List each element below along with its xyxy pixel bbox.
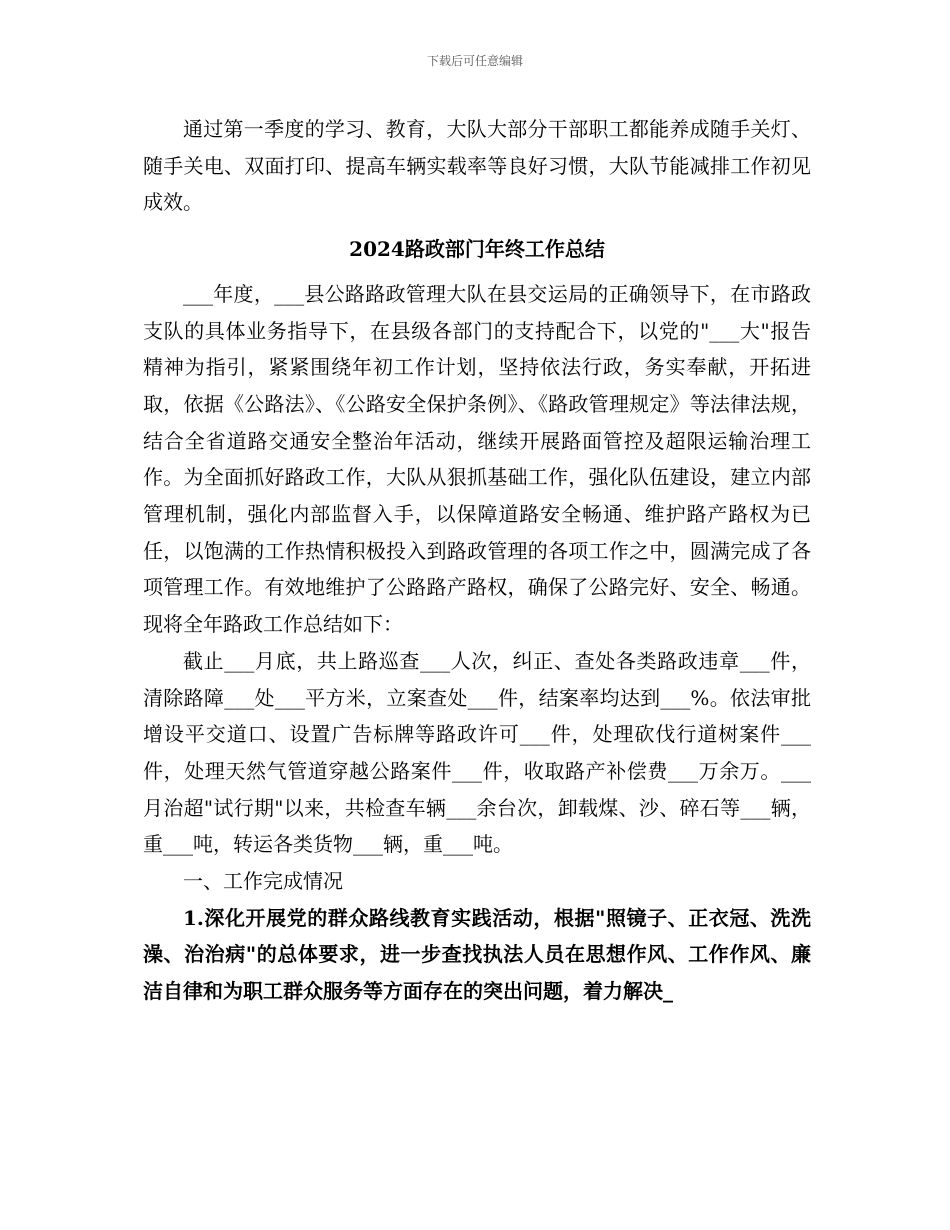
paragraph-overview: ___年度，___县公路路政管理大队在县交运局的正确领导下，在市路政支队的具体业务指导下，在县级各部门的支持配合下，以党的"___大"报告精神为指引，紧紧围绕年初工作计划，坚持依法行政，务实奉献，开拓进取，依据《公路法》、《公路安全保护条例》、《路政管理规定》等法律法规，结合全省道路交通安全整治年活动，继续开展路面管控及超限运输治理工作。为全面抓好路政工作，大队从狠抓基础工作，强化队伍建设，建立内部管理机制，强化内部监督入手，以保障道路安全畅通、维护路产路权为已任，以饱满的工作热情积极投入到路政管理的各项工作之中，圆满完成了各项管理工作。有效地维护了公路路产路权，确保了公路完好、安全、畅通。现将全年路政工作总结如下： [143, 281, 811, 637]
paragraph-statistics: 截止___月底，共上路巡查___人次，纠正、查处各类路政违章___件，清除路障___处___平方米，立案查处___件，结案率均达到___%。依法审批增设平交道口、设置广告标牌等路政许可___件，处理砍伐行道树案件___件，处理天然气管道穿越公路案件___件，收取路产补偿费___万余万。___月治超"试行期"以来，共检查车辆___余台次，卸载煤、沙、碎石等___辆，重___吨，转运各类货物___辆，重___吨。 [143, 648, 811, 857]
document-title: 2024路政部门年终工作总结 [349, 237, 605, 262]
page-header-note: 下载后可任意编辑 [426, 54, 523, 68]
section-heading: 一、工作完成情况 [183, 869, 343, 894]
paragraph-item-1: 1.深化开展党的群众路线教育实践活动，根据"照镜子、正衣冠、洗洗澡、治治病"的总体要求，进一步查找执法人员在思想作风、工作作风、廉洁自律和为职工群众服务等方面存在的突出问题，着力解决_ [143, 905, 811, 1004]
document-body [143, 111, 811, 1010]
intro-paragraph: 通过第一季度的学习、教育，大队大部分干部职工都能养成随手关灯、随手关电、双面打印、提高车辆实载率等良好习惯，大队节能减排工作初见成效。 [143, 117, 811, 215]
